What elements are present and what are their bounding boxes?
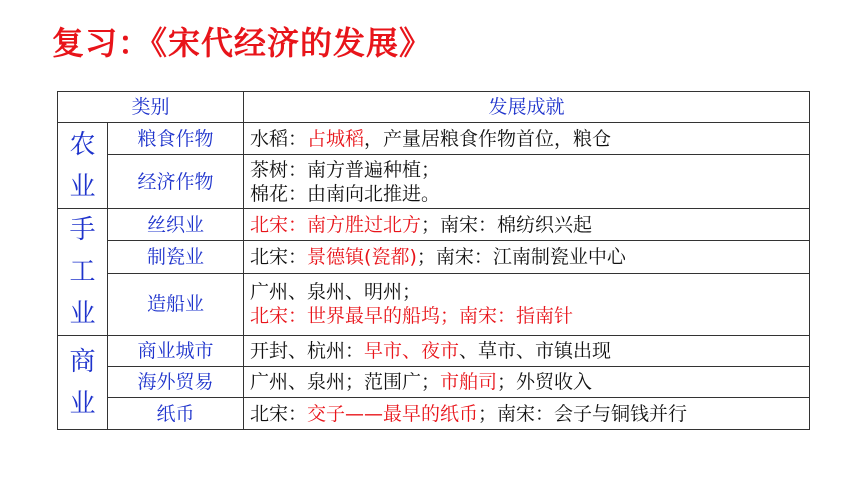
plain-text: ；南宋：会子与铜钱并行 bbox=[478, 402, 688, 425]
subcategory-cell: 丝织业 bbox=[108, 209, 244, 241]
table-row bbox=[58, 273, 810, 336]
description-line bbox=[250, 370, 809, 394]
highlight-text: 早市、夜市 bbox=[364, 340, 460, 362]
category-char: 商 bbox=[69, 346, 96, 377]
plain-text: ；外贸收入 bbox=[497, 371, 593, 393]
highlight-text: 景德镇(瓷都) bbox=[307, 245, 417, 268]
highlight-text: 交子——最早的纸币 bbox=[307, 402, 479, 425]
header-achievements: 发展成就 bbox=[244, 92, 810, 123]
subcategory-cell: 造船业 bbox=[108, 273, 244, 336]
description-cell bbox=[244, 398, 810, 430]
table-row bbox=[58, 336, 810, 367]
subcategory-cell: 制瓷业 bbox=[108, 241, 244, 273]
subcategory-cell: 粮食作物 bbox=[108, 123, 244, 155]
highlight-text: 市舶司 bbox=[440, 371, 498, 393]
plain-text: 广州、泉州；范围广； bbox=[250, 371, 441, 393]
description-line bbox=[250, 402, 809, 426]
table-header-row bbox=[58, 92, 810, 123]
description-cell bbox=[244, 336, 810, 367]
subcategory-cell: 海外贸易 bbox=[108, 367, 244, 398]
plain-text: 、草市、市镇出现 bbox=[459, 340, 612, 362]
highlight-text: 北宋：世界最早的船坞；南宋：指南针 bbox=[250, 305, 574, 328]
category-handicraft bbox=[58, 209, 108, 336]
category-char: 工 bbox=[69, 257, 96, 287]
description-line bbox=[250, 127, 809, 151]
plain-text: 水稻： bbox=[250, 127, 308, 150]
description-line bbox=[250, 158, 809, 182]
table-row bbox=[58, 155, 810, 209]
table-row bbox=[58, 209, 810, 241]
highlight-text: 北宋：南方胜过北方 bbox=[250, 213, 422, 236]
category-char: 业 bbox=[69, 299, 96, 329]
table-row bbox=[58, 123, 810, 155]
table-row bbox=[58, 398, 810, 430]
description-cell bbox=[244, 155, 810, 209]
description-line bbox=[250, 304, 809, 328]
table-row bbox=[58, 367, 810, 398]
plain-text: 北宋： bbox=[250, 245, 308, 268]
subcategory-cell: 纸币 bbox=[108, 398, 244, 430]
description-cell bbox=[244, 367, 810, 398]
description-line bbox=[250, 182, 809, 206]
plain-text: 广州、泉州、明州； bbox=[250, 281, 422, 304]
category-char: 业 bbox=[69, 171, 96, 202]
subcategory-cell: 经济作物 bbox=[108, 155, 244, 209]
highlight-text: 占城稻 bbox=[307, 127, 365, 150]
category-char: 手 bbox=[69, 215, 96, 245]
description-line bbox=[250, 339, 809, 363]
plain-text: ；南宋：棉纺织兴起 bbox=[421, 213, 593, 236]
description-cell bbox=[244, 241, 810, 273]
plain-text: ；南宋：江南制瓷业中心 bbox=[416, 245, 626, 268]
description-line bbox=[250, 245, 809, 269]
category-char: 农 bbox=[69, 129, 96, 160]
description-cell bbox=[244, 273, 810, 336]
header-category: 类别 bbox=[58, 92, 244, 123]
category-agriculture bbox=[58, 123, 108, 209]
economy-table bbox=[57, 91, 810, 430]
plain-text: 茶树：南方普遍种植； bbox=[250, 158, 441, 181]
plain-text: 北宋： bbox=[250, 402, 308, 425]
plain-text: 棉花：由南向北推进。 bbox=[250, 182, 441, 205]
page-title: 复习：《宋代经济的发展》 bbox=[52, 24, 433, 62]
description-cell bbox=[244, 209, 810, 241]
description-line bbox=[250, 213, 809, 237]
description-cell bbox=[244, 123, 810, 155]
plain-text: ，产量居粮食作物首位，粮仓 bbox=[364, 127, 612, 150]
description-line bbox=[250, 280, 809, 304]
plain-text: 开封、杭州： bbox=[250, 340, 365, 362]
category-commerce bbox=[58, 336, 108, 430]
subcategory-cell: 商业城市 bbox=[108, 336, 244, 367]
category-char: 业 bbox=[69, 388, 96, 419]
table-row bbox=[58, 241, 810, 273]
